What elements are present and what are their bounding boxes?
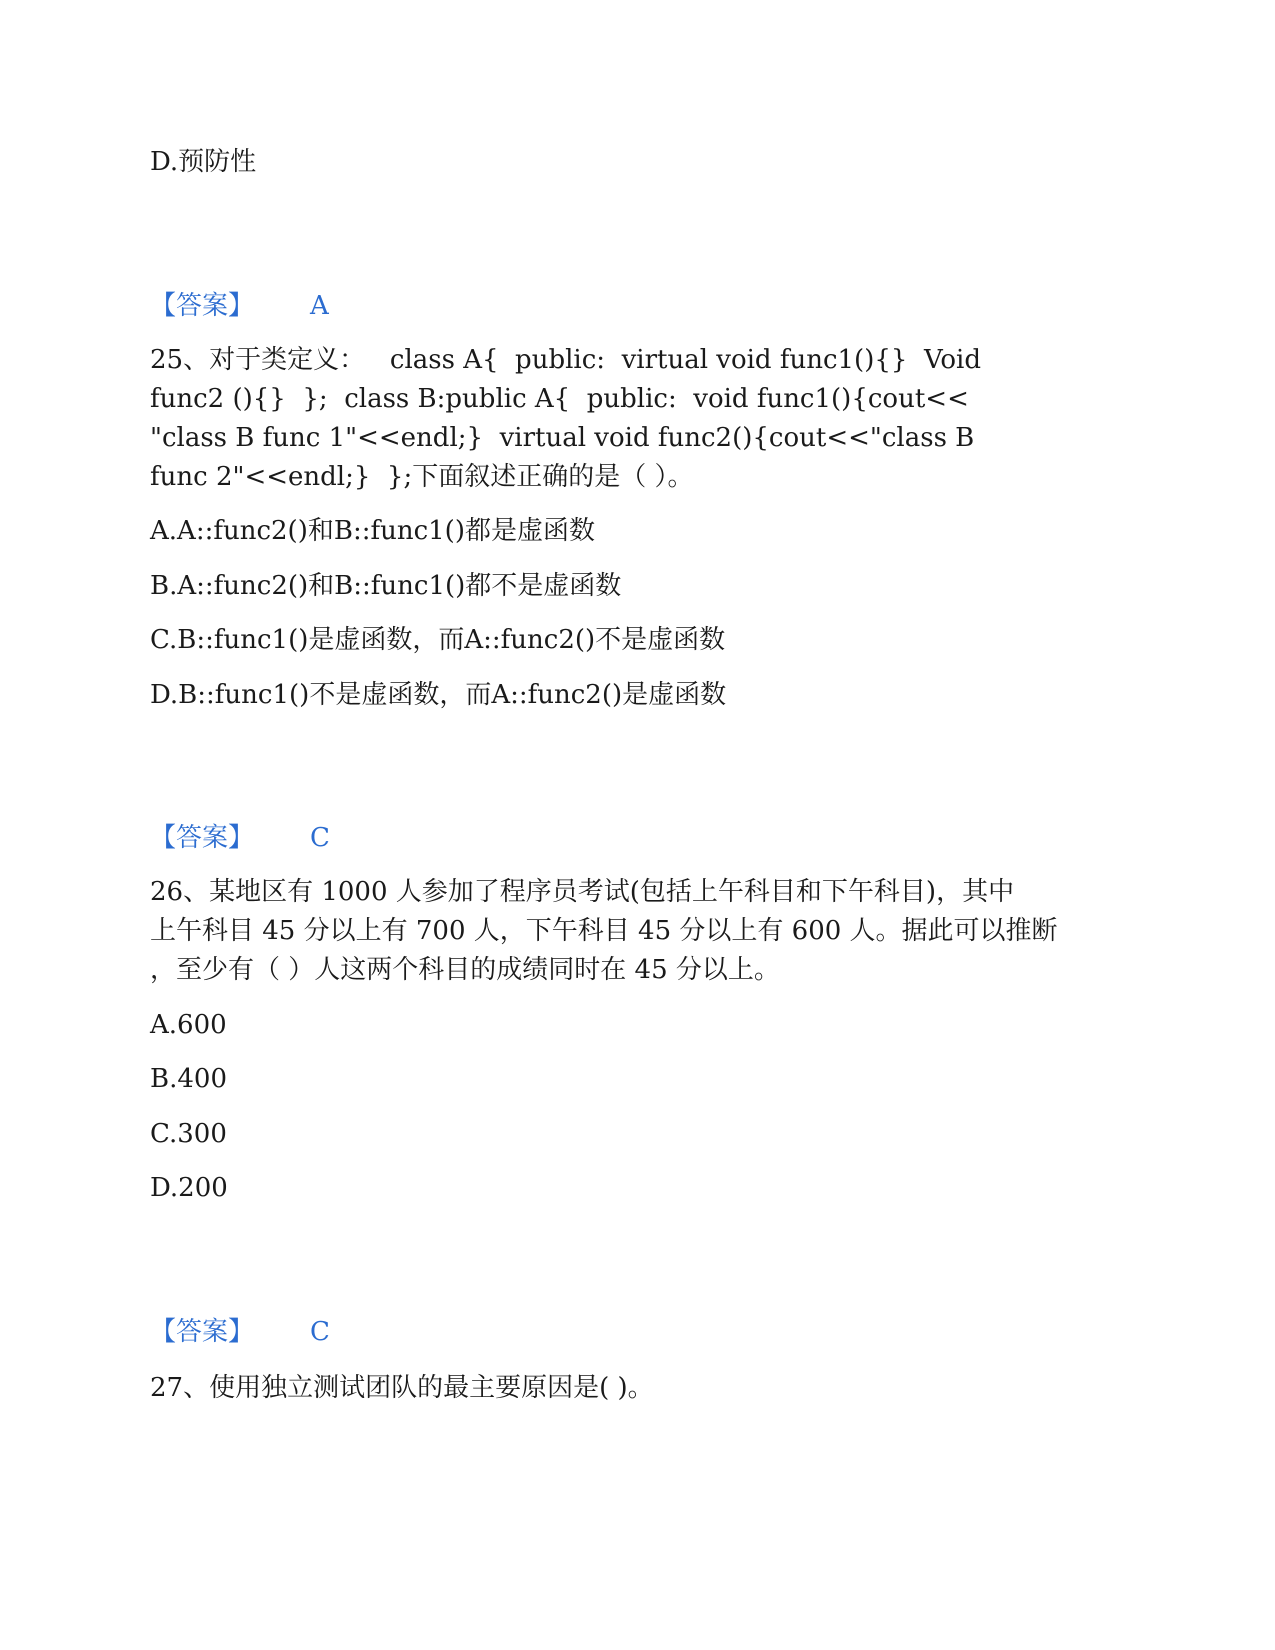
answer-label: 【答案】 xyxy=(150,823,255,853)
q25-option-d: D.B::func1()不是虚函数，而A::func2()是虚函数 xyxy=(150,680,727,710)
q25-option-c: C.B::func1()是虚函数，而A::func2()不是虚函数 xyxy=(150,625,726,655)
q26-option-b: B.400 xyxy=(150,1064,227,1094)
q26-stem-line-2: 上午科目 45 分以上有 700 人，下午科目 45 分以上有 600 人。据此可以推断 xyxy=(150,916,1058,946)
answer-label: 【答案】 xyxy=(150,1317,255,1347)
q26-option-d: D.200 xyxy=(150,1173,228,1203)
q25-stem-line-4: func 2"<<endl;} };下面叙述正确的是（ ）。 xyxy=(150,462,694,492)
answer-25 xyxy=(150,821,450,855)
answer-prev xyxy=(150,289,450,323)
answer-label: 【答案】 xyxy=(150,291,255,321)
q25-option-a: A.A::func2()和B::func1()都是虚函数 xyxy=(150,516,595,546)
q26-stem-line-1: 26、某地区有 1000 人参加了程序员考试(包括上午科目和下午科目)，其中 xyxy=(150,877,1015,907)
answer-value: A xyxy=(310,291,329,321)
prev-option-d: D.预防性 xyxy=(150,147,257,177)
answer-value: C xyxy=(310,1317,330,1347)
answer-value: C xyxy=(310,823,330,853)
q26-option-c: C.300 xyxy=(150,1119,227,1149)
q27-stem-line-1: 27、使用独立测试团队的最主要原因是( )。 xyxy=(150,1373,654,1403)
q25-stem-line-2: func2 (){} }; class B:public A{ public: void func1(){cout<< xyxy=(150,384,969,414)
answer-26 xyxy=(150,1315,450,1349)
q25-stem-line-1: 25、对于类定义： class A{ public: virtual void func1(){} Void xyxy=(150,345,981,375)
q26-stem-line-3: ，至少有（ ）人这两个科目的成绩同时在 45 分以上。 xyxy=(150,955,780,985)
q25-option-b: B.A::func2()和B::func1()都不是虚函数 xyxy=(150,571,622,601)
q25-stem-line-3: "class B func 1"<<endl;} virtual void func2(){cout<<"class B xyxy=(150,423,975,453)
q26-option-a: A.600 xyxy=(150,1010,227,1040)
